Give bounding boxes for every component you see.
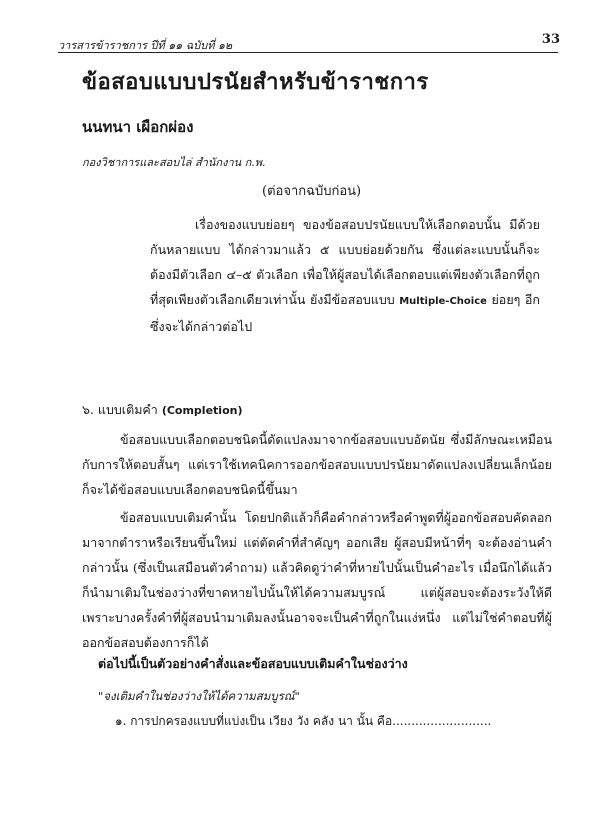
body-paragraph-1: ข้อสอบแบบเลือกตอบชนิดนี้ดัดแปลงมาจากข้อสอบแบบอัตนัย ซึ่งมีลักษณะเหมือนกับการให้ตอบสั้นๆ แต่เราใช้เทคนิคการออกข้อสอบแบบปรนัยมาดัดแปลงเปลี่ยนเล็กน้อยก็จะได้ข้อสอบแบบเลือกตอบชนิดนี้ขึ้นมา <box>82 432 552 497</box>
intro-text-b: ย่อยๆ อีกซึ่งจะได้กล่าวต่อไป <box>150 292 540 334</box>
continued-note: (ต่อจากฉบับก่อน) <box>262 184 362 199</box>
author-name: นนทนา เผือกผ่อง <box>82 118 194 136</box>
running-header: วารสารข้าราชการ ปีที่ ๑๑ ฉบับที่ ๑๒ <box>58 39 233 52</box>
section-title: ๖. แบบเติมคำ <box>82 402 158 417</box>
intro-text-a: เรื่องของแบบย่อยๆ ของข้อสอบปรนัยแบบให้เลือกตอบนั้น มีด้วยกันหลายแบบ ได้กล่าวมาแล้ว ๕ แบบย่อยด้วยกัน ซึ่งแต่ละแบบนั้นก็จะต้องมีตัวเลือก ๔–๕ ตัวเลือก เพื่อให้ผู้สอบได้เลือกตอบแต่เพียงตัวเลือกที่ถูกที่สุดเพียงตัวเลือกเดียวเท่านั้น ยังมีข้อสอบแบบ <box>150 217 540 307</box>
article-title: ข้อสอบแบบปรนัยสำหรับข้าราชการ <box>82 69 429 95</box>
example-instruction: "จงเติมคำในช่องว่างให้ได้ความสมบูรณ์" <box>98 689 300 703</box>
intro-english-term: Multiple-Choice <box>399 296 487 307</box>
section-english-term: (Completion) <box>161 404 243 417</box>
examples-heading: ต่อไปนี้เป็นตัวอย่างคำสั่งและข้อสอบแบบเติมคำในช่องว่าง <box>98 656 408 671</box>
example-item-1: ๑. การปกครองแบบที่แบ่งเป็น เวียง วัง คลัง นา นั้น คือ.......................... <box>115 714 492 728</box>
section-heading <box>82 400 242 420</box>
page-number: 33 <box>541 32 560 47</box>
author-affiliation: กองวิชาการและสอบไล่ สำนักงาน ก.พ. <box>82 156 266 169</box>
header-divider <box>58 52 558 53</box>
body-paragraph-2: ข้อสอบแบบเติมคำนั้น โดยปกติแล้วก็คือคำกล่าวหรือคำพูดที่ผู้ออกข้อสอบคัดลอกมาจากตำราหรือเรียนขึ้นใหม่ แต่ตัดคำที่สำคัญๆ ออกเสีย ผู้สอบมีหน้าที่ๆ จะต้องอ่านคำกล่าวนั้น (ซึ่งเป็นเสมือนตัวคำถาม) แล้วคิดดูว่าคำที่หายไปนั้นเป็นคำอะไร เมื่อนึกได้แล้ว ก็นำมาเติมในช่องว่างที่ขาดหายไปนั้นให้ได้ความสมบูรณ์ แต่ผู้สอบจะต้องระวังให้ดี เพราะบางครั้งคำที่ผู้สอบนำมาเติมลงนั้นอาจจะเป็นคำที่ถูกในแง่หนึ่ง แต่ไม่ใช่คำตอบที่ผู้ออกข้อสอบต้องการก็ได้ <box>82 510 552 650</box>
intro-paragraph <box>150 212 540 339</box>
